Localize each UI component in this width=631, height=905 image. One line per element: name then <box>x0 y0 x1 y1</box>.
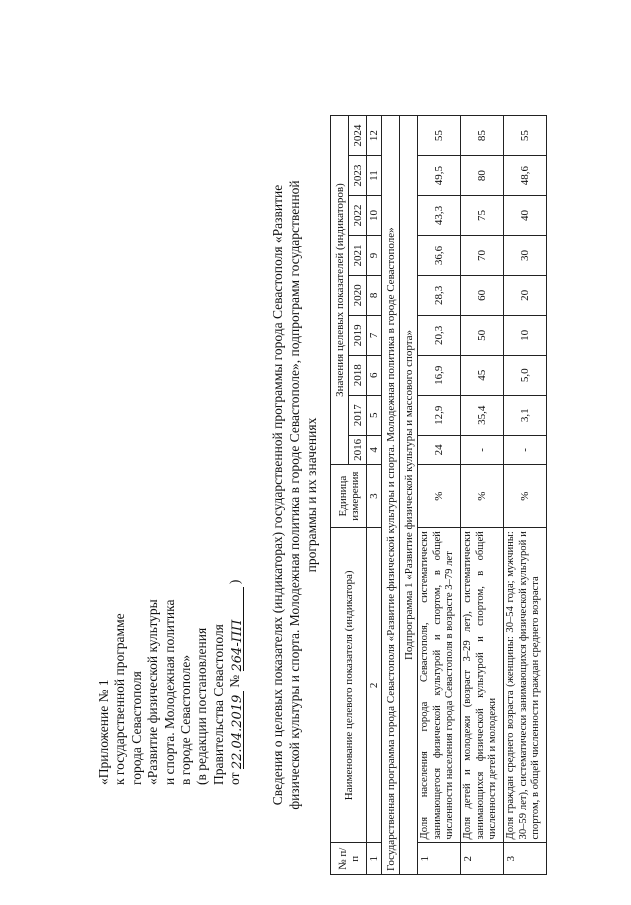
indicator-unit: % <box>418 465 461 528</box>
from-label: от <box>227 772 243 785</box>
value-cell: 43,3 <box>418 196 461 236</box>
value-cell: 40 <box>504 196 547 236</box>
table-row <box>418 116 461 875</box>
indicator-unit: % <box>504 465 547 528</box>
column-index: 4 <box>367 435 382 464</box>
value-cell: 75 <box>461 196 504 236</box>
header-year: 2024 <box>349 116 367 156</box>
header-number: № п/п <box>331 843 367 875</box>
column-index: 6 <box>367 355 382 395</box>
appendix-line: «Приложение № 1 <box>96 679 111 785</box>
header-year: 2021 <box>349 235 367 275</box>
title-line: программы и их значениях <box>303 417 319 573</box>
appendix-line: города Севастополя <box>128 671 144 785</box>
header-year: 2019 <box>349 315 367 355</box>
row-number: 3 <box>504 843 547 875</box>
header-values-group: Значения целевых показателей (индикаторов) <box>331 116 349 465</box>
value-cell: 49,5 <box>418 156 461 196</box>
row-number: 2 <box>461 843 504 875</box>
column-index: 2 <box>367 528 382 843</box>
value-cell: 80 <box>461 156 504 196</box>
header-year: 2023 <box>349 156 367 196</box>
appendix-line: (в редакции постановления <box>194 627 210 785</box>
table-row <box>504 116 547 875</box>
indicators-table <box>330 115 547 875</box>
value-cell: 36,6 <box>418 235 461 275</box>
value-cell: - <box>504 435 547 464</box>
indicator-unit: % <box>461 465 504 528</box>
value-cell: 70 <box>461 235 504 275</box>
value-cell: 24 <box>418 435 461 464</box>
column-index-row <box>367 116 382 875</box>
header-year: 2020 <box>349 275 367 315</box>
column-index: 11 <box>367 156 382 196</box>
value-cell: 20,3 <box>418 315 461 355</box>
value-cell: 16,9 <box>418 355 461 395</box>
column-index: 3 <box>367 465 382 528</box>
indicator-name: Доля граждан среднего возраста (женщины: 30–54 года; мужчины: 30–59 лет), систематически занимающихся физической культурой и спортом, в общей численности граждан среднего возраста <box>504 528 547 843</box>
appendix-line: в городе Севастополе» <box>178 654 194 785</box>
title-line: физической культуры и спорта. Молодежная политика в городе Севастополе», подпрограмм государственной <box>286 180 302 810</box>
column-index: 10 <box>367 196 382 236</box>
program-row <box>382 116 400 875</box>
column-index: 7 <box>367 315 382 355</box>
appendix-line: Правительства Севастополя <box>210 624 226 785</box>
header-year: 2016 <box>349 435 367 464</box>
document-title <box>270 115 320 875</box>
subprogram-row-label: Подпрограмма 1 «Развитие физической культуры и массового спорта» <box>400 116 418 875</box>
appendix-date-line <box>227 485 243 785</box>
handwritten-number: 264-ПП <box>229 619 245 672</box>
value-cell: 55 <box>504 116 547 156</box>
header-name: Наименование целевого показателя (индикатора) <box>331 528 367 843</box>
column-index: 12 <box>367 116 382 156</box>
value-cell: 48,6 <box>504 156 547 196</box>
date-underline <box>229 691 244 769</box>
column-index: 9 <box>367 235 382 275</box>
value-cell: 60 <box>461 275 504 315</box>
program-row-label: Государственная программа города Севастополя «Развитие физической культуры и спорта. Молодежная политика в городе Севастополе» <box>382 116 400 875</box>
appendix-line: к государственной программе <box>112 613 128 785</box>
column-index: 8 <box>367 275 382 315</box>
value-cell: 3,1 <box>504 395 547 435</box>
value-cell: 5,0 <box>504 355 547 395</box>
value-cell: 30 <box>504 235 547 275</box>
value-cell: 50 <box>461 315 504 355</box>
column-index: 1 <box>367 843 382 875</box>
column-index: 5 <box>367 395 382 435</box>
value-cell: 45 <box>461 355 504 395</box>
value-cell: 12,9 <box>418 395 461 435</box>
header-unit: Единица измерения <box>331 465 367 528</box>
indicator-name: Доля населения города Севастополя, систематически занимающегося физической культурой и спортом, в общей численности населения города Севастополя в возрасте 3–79 лет <box>418 528 461 843</box>
closing-paren: ) <box>227 579 243 585</box>
value-cell: 10 <box>504 315 547 355</box>
indicator-name: Доля детей и молодежи (возраст 3–29 лет), систематически занимающихся физической культурой и спортом, в общей численности детей и молодежи <box>461 528 504 843</box>
table-row <box>461 116 504 875</box>
value-cell: - <box>461 435 504 464</box>
header-year: 2017 <box>349 395 367 435</box>
number-underline <box>229 588 244 672</box>
value-cell: 55 <box>418 116 461 156</box>
header-year: 2018 <box>349 355 367 395</box>
row-number: 1 <box>418 843 461 875</box>
appendix-line: и спорта. Молодежная политика <box>161 599 177 785</box>
handwritten-date: 22.04.2019 <box>229 694 245 770</box>
header-year: 2022 <box>349 196 367 236</box>
value-cell: 20 <box>504 275 547 315</box>
value-cell: 28,3 <box>418 275 461 315</box>
subprogram-row <box>400 116 418 875</box>
value-cell: 85 <box>461 116 504 156</box>
appendix-header <box>96 485 244 785</box>
appendix-line: «Развитие физической культуры <box>145 599 161 785</box>
number-label: № <box>227 674 243 688</box>
title-line: Сведения о целевых показателях (индикаторах) государственной программы города Севастополя «Развитие <box>270 184 285 806</box>
value-cell: 35,4 <box>461 395 504 435</box>
